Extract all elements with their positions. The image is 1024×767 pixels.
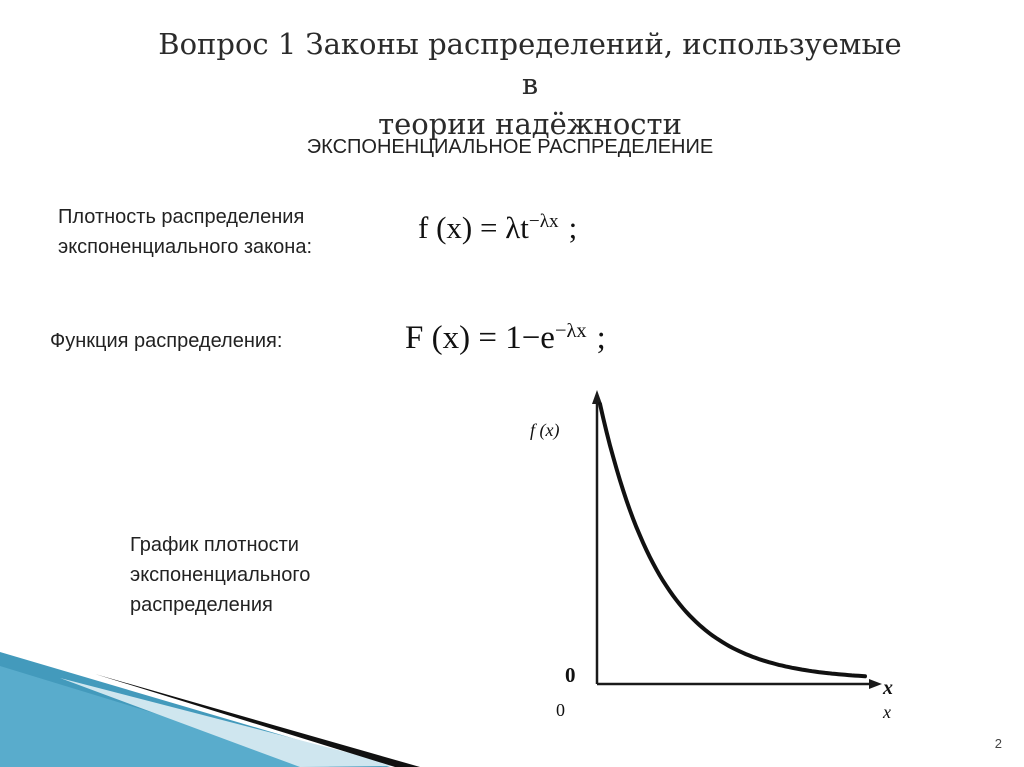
- cdf-label: Функция распределения:: [50, 330, 283, 352]
- graph-caption: [130, 530, 310, 620]
- density-formula-exponent: −λx: [528, 211, 559, 233]
- graph-caption-line-3: распределения: [130, 594, 273, 616]
- decorative-stripes: [0, 640, 420, 767]
- cdf-formula-main: F (x) = 1−e: [405, 320, 555, 356]
- page-number: 2: [994, 736, 1002, 751]
- slide-title: [150, 24, 910, 144]
- graph-caption-line-1: График плотности: [130, 534, 299, 556]
- y-axis-arrow-icon: [592, 390, 602, 404]
- density-curve: [600, 404, 865, 676]
- density-label: [58, 202, 312, 262]
- section-heading: ЭКСПОНЕНЦИАЛЬНОЕ РАСПРЕДЕЛЕНИЕ: [306, 136, 714, 158]
- cdf-formula: [405, 320, 606, 357]
- title-line-2: теории надёжности: [378, 107, 682, 141]
- density-graph: [520, 382, 910, 727]
- origin-y-label: 0: [565, 663, 576, 687]
- x-axis-arrow-icon: [869, 679, 882, 689]
- origin-x-label: 0: [556, 700, 565, 720]
- x-axis-label: x: [883, 702, 891, 722]
- y-axis-label: f (x): [530, 420, 560, 440]
- density-label-line-1: Плотность распределения: [58, 206, 305, 228]
- x-axis-label-bold: x: [883, 677, 893, 699]
- density-formula-end: ;: [568, 210, 578, 245]
- cdf-formula-end: ;: [596, 320, 606, 356]
- density-formula: [418, 210, 577, 246]
- density-label-line-2: экспоненциального закона:: [58, 236, 313, 258]
- title-line-1: Вопрос 1 Законы распределений, используемые в: [158, 27, 902, 101]
- graph-caption-line-2: экспоненциального: [130, 564, 311, 586]
- cdf-formula-exponent: −λx: [554, 319, 587, 342]
- density-formula-main: f (x) = λt: [418, 210, 529, 245]
